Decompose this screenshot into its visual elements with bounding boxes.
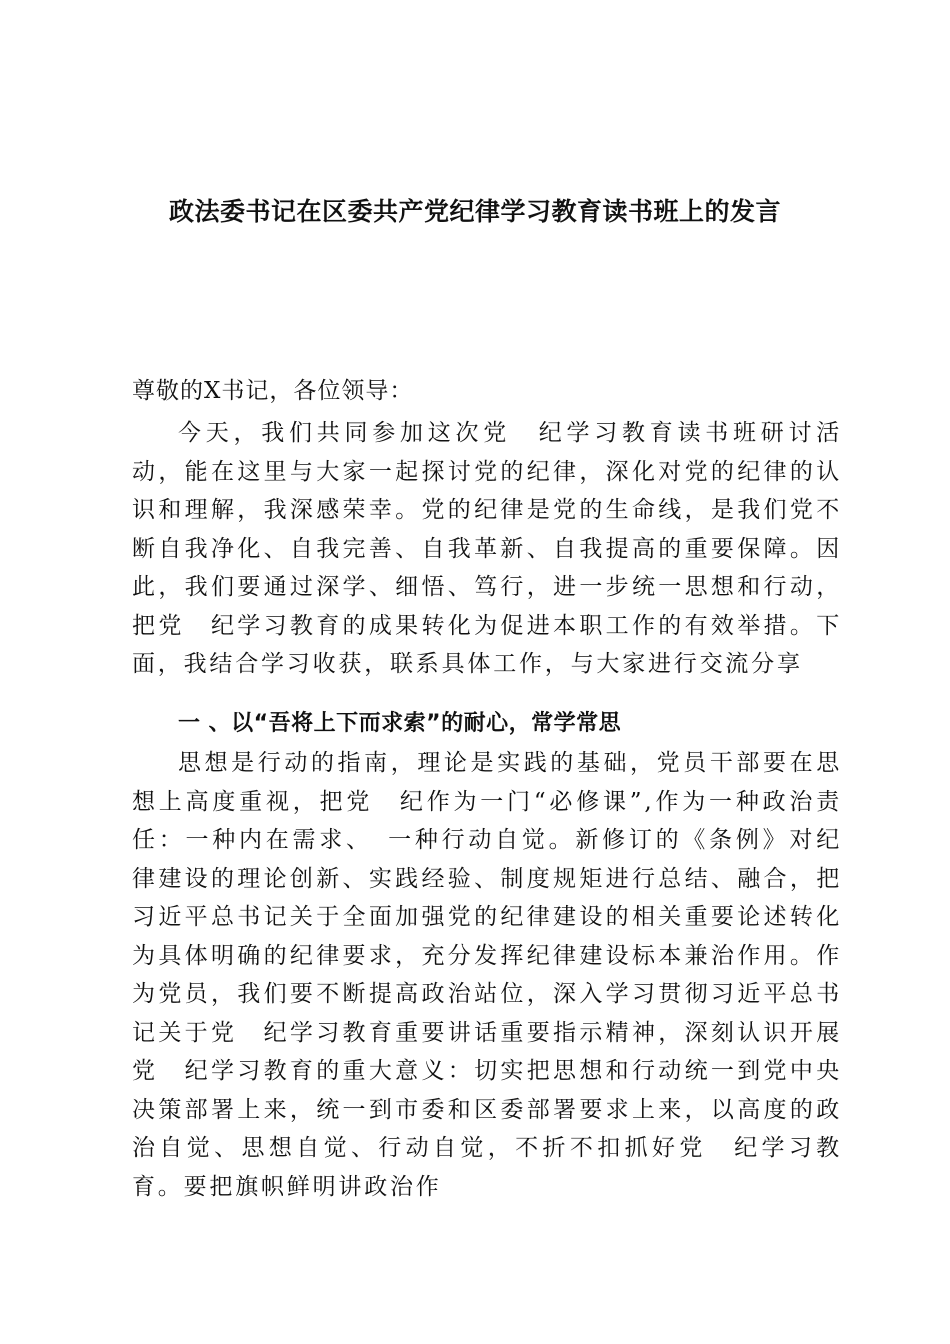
paragraph-intro: 今天，我们共同参加这次党 纪学习教育读书班研讨活动，能在这里与大家一起探讨党的纪律，深化对党的纪律的认识和理解，我深感荣幸。党的纪律是党的生命线，是我们党不断自我净化、自我完善、自我革新、自我提高的重要保障。因此，我们要通过深学、细悟、笃行，进一步统一思想和行动，把党 纪学习教育的成果转化为促进本职工作的有效举措。下面，我结合学习收获，联系具体工作，与大家进行交流分享 (132, 420, 842, 677)
document-title: 政法委书记在区委共产党纪律学习教育读书班上的发言 (168, 197, 781, 226)
section-heading: 一 、以“吾将上下而求索”的耐心，常学常思 (178, 711, 622, 736)
paragraph-section-1: 思想是行动的指南，理论是实践的基础，党员干部要在思想上高度重视，把党 纪作为一门“必修课”,作为一种政治责任：一种内在需求、 一种行动自觉。新修订的《条例》对纪律建设的理论创新、实践经验、制度规矩进行总结、融合，把习近平总书记关于全面加强党的纪律建设的相关重要论述转化为具体明确的纪律要求，充分发挥纪律建设标本兼治作用。作为党员，我们要不断提高政治站位，深入学习贯彻习近平总书记关于党 纪学习教育重要讲话重要指示精神，深刻认识开展党 纪学习教育的重大意义：切实把思想和行动统一到党中央决策部署上来，统一到市委和区委部署要求上来，以高度的政治自觉、思想自觉、行动自觉，不折不扣抓好党 纪学习教育。要把旗帜鲜明讲政治作 (132, 750, 842, 1200)
salutation: 尊敬的X书记，各位领导： (132, 378, 414, 404)
